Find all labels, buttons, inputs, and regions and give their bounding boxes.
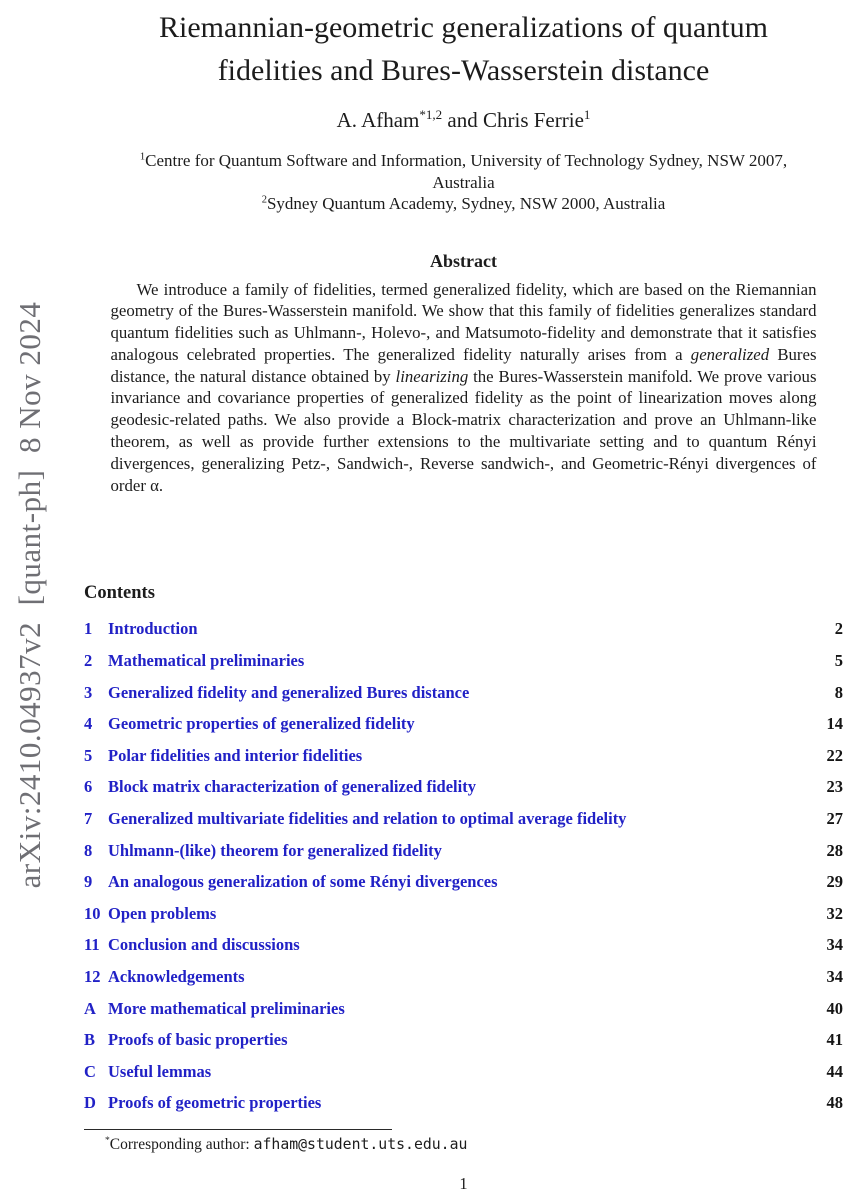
toc-entry-A[interactable] [84,999,843,1018]
toc-entry-page[interactable]: 2 [834,619,843,639]
affiliation-1 [84,150,843,193]
abstract-segment: We introduce a family of fidelities, termed generalized fidelity, which are based on the Riemannian geometry of the Bures-Wasserstein manifold. We show that this family of fidelities generalizes standard quantum fidelities such as Uhlmann-, Holevo-, and Matsumoto-fidelity and demonstrate that it satisfies analogous celebrated properties. The generalized fidelity naturally arises from a [110,279,817,364]
toc-entry-page[interactable]: 8 [834,682,843,702]
toc-entry-3[interactable] [84,683,843,702]
toc-entry-number[interactable]: 1 [84,619,93,639]
corresponding-author-footnote [84,1136,843,1154]
toc-entry-title[interactable]: Acknowledgements [108,967,245,986]
toc-entry-number[interactable]: D [84,1093,96,1113]
arxiv-watermark: arXiv:2410.04937v2 [quant-ph] 8 Nov 2024 [12,301,47,889]
toc-entry-C[interactable] [84,1062,843,1081]
abstract-text [111,279,817,497]
footnote-label: Corresponding author: [109,1136,254,1153]
affiliation-1-marker: 1 [139,151,146,163]
toc-entry-11[interactable] [84,935,843,954]
toc-entry-number[interactable]: 10 [84,903,101,923]
abstract-segment-italic: linearizing [395,366,469,386]
toc-entry-number[interactable]: 2 [84,651,93,671]
toc-entry-number[interactable]: 7 [84,809,93,829]
toc-entry-title[interactable]: Polar fidelities and interior fidelities [108,745,363,765]
toc-entry-page[interactable]: 44 [826,1061,843,1081]
footnote-marker: * [105,1134,110,1146]
toc-entry-page[interactable]: 14 [826,714,843,734]
toc-entry-number[interactable]: 11 [84,935,100,955]
toc-entry-title[interactable]: Introduction [108,619,198,639]
page-number: 1 [459,1174,468,1193]
author-line [84,107,843,133]
author-1: A. Afham [336,108,420,132]
toc-entry-8[interactable] [84,841,843,860]
affiliation-2 [84,193,843,215]
abstract-segment-italic: generalized [690,344,770,364]
paper-title [84,6,843,92]
toc-entry-title[interactable]: Proofs of basic properties [108,1030,288,1050]
toc-entry-page[interactable]: 32 [826,903,843,923]
title-line-2: fidelities and Bures-Wasserstein distance [217,54,710,87]
toc-entry-B[interactable] [84,1030,843,1049]
affiliation-2-line-1: Sydney Quantum Academy, Sydney, NSW 2000, Australia [266,194,666,213]
toc-entry-4[interactable] [84,714,843,733]
toc-entry-title[interactable]: Generalized multivariate fidelities and relation to optimal average fidelity [108,809,627,829]
toc-entry-page[interactable]: 34 [826,967,843,986]
toc-entry-title[interactable]: Mathematical preliminaries [108,651,305,671]
toc-entry-7[interactable] [84,809,843,828]
abstract-heading: Abstract [430,250,497,271]
toc-entry-page[interactable]: 29 [826,872,843,892]
toc-entry-page[interactable]: 5 [834,651,843,671]
toc-entry-number[interactable]: A [84,998,96,1018]
toc-entry-title[interactable]: Open problems [108,903,217,923]
toc-entry-number[interactable]: 6 [84,777,93,797]
toc-entry-9[interactable] [84,872,843,891]
toc-entry-title[interactable]: Useful lemmas [108,1061,212,1081]
toc-entry-6[interactable] [84,777,843,796]
toc-entry-page[interactable]: 23 [826,777,843,797]
author-1-superscript: *1,2 [419,107,443,122]
abstract-segment: the Bures-Wasserstein manifold. We prove various invariance and covariance properties of generalized fidelity as the point of linearization moves along geodesic-related paths. We also provide a Block-matrix characterization and prove an Uhlmann-like theorem, as well as provide further extensions to the multivariate setting and to quantum Rényi divergences, generalizing Petz-, Sandwich-, Reverse sandwich-, and Geometric-Rényi divergences of order α. [110,366,817,495]
abstract-segment: Bures distance, the natural distance obtained by [110,344,817,386]
toc-entry-number[interactable]: C [84,1061,96,1081]
footnote-block [84,1129,843,1154]
toc-entry-title[interactable]: More mathematical preliminaries [108,998,345,1018]
toc-entry-page[interactable]: 48 [826,1093,843,1113]
toc-entry-1[interactable] [84,619,843,638]
footnote-rule [84,1129,392,1130]
toc-entry-number[interactable]: 8 [84,840,93,860]
affiliation-1-line-1: Centre for Quantum Software and Information, University of Technology Sydney, NSW 2007, [145,151,788,170]
toc-entry-D[interactable] [84,1093,843,1112]
title-line-1: Riemannian-geometric generalizations of quantum [159,11,768,44]
toc-entry-number[interactable]: 12 [84,967,101,986]
toc-entry-number[interactable]: B [84,1030,96,1050]
toc-entry-page[interactable]: 41 [826,1030,843,1050]
affiliation-2-marker: 2 [261,194,267,206]
footnote-email: afham@student.uts.edu.au [253,1136,468,1153]
toc-entry-page[interactable]: 27 [826,809,843,829]
toc-entry-number[interactable]: 5 [84,745,93,765]
author-2: Chris Ferrie [483,108,584,132]
toc-entry-2[interactable] [84,651,843,670]
toc-entry-number[interactable]: 9 [84,872,93,892]
toc-entry-title[interactable]: Conclusion and discussions [108,935,300,955]
paper-content [84,0,843,1125]
toc-entry-title[interactable]: Proofs of geometric properties [108,1093,322,1113]
author-2-superscript: 1 [583,107,591,122]
toc-entry-page[interactable]: 34 [826,935,843,955]
toc-entry-number[interactable]: 4 [84,714,93,734]
toc-entry-title[interactable]: Generalized fidelity and generalized Bures distance [108,682,470,702]
affiliation-1-line-2: Australia [432,172,495,192]
toc-entry-12[interactable] [84,967,843,986]
toc-entry-10[interactable] [84,904,843,923]
toc-entry-page[interactable]: 22 [826,745,843,765]
affiliations [84,150,843,215]
toc-entry-5[interactable] [84,746,843,765]
toc-entry-title[interactable]: Geometric properties of generalized fidelity [108,714,415,734]
toc-entry-title[interactable]: Block matrix characterization of generalized fidelity [108,777,476,797]
table-of-contents [84,619,843,1112]
contents-heading: Contents [84,583,155,604]
toc-entry-number[interactable]: 3 [84,682,93,702]
toc-entry-title[interactable]: Uhlmann-(like) theorem for generalized fidelity [108,840,442,860]
author-separator: and [442,108,483,132]
toc-entry-page[interactable]: 28 [826,840,843,860]
toc-entry-title[interactable]: An analogous generalization of some Rényi divergences [108,872,498,892]
toc-entry-page[interactable]: 40 [826,998,843,1018]
